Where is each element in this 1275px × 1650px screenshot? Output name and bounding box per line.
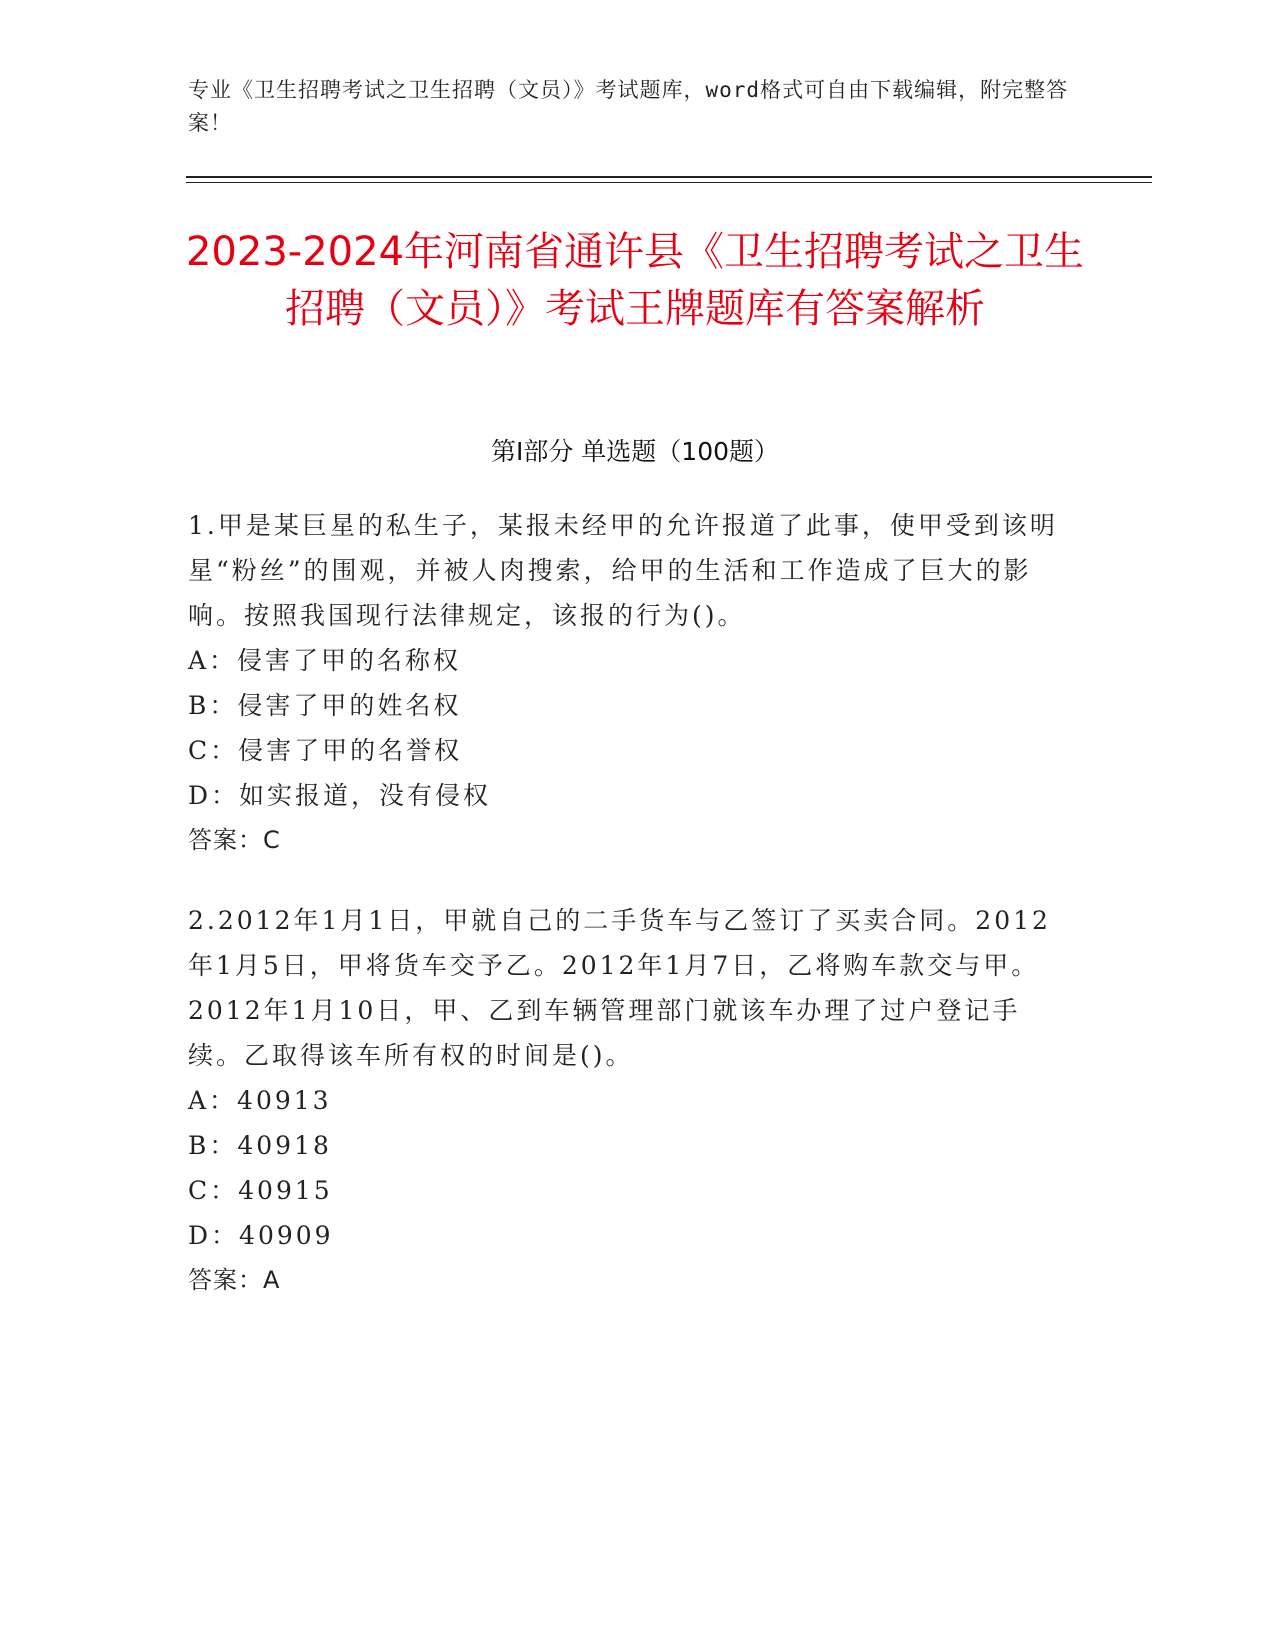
option-d: D：如实报道，没有侵权 [188, 781, 492, 810]
document-title: 2023-2024年河南省通许县《卫生招聘考试之卫生招聘（文员）》考试王牌题库有答案解析 [185, 229, 1085, 332]
question-1 [188, 503, 1068, 863]
header-divider-thin [186, 182, 1152, 183]
option-d: D：40909 [188, 1221, 334, 1250]
section-heading: 第I部分 单选题（100题） [490, 437, 780, 466]
option-a: A：侵害了甲的名称权 [188, 646, 462, 675]
option-b: B：侵害了甲的姓名权 [188, 691, 462, 720]
header-divider [186, 176, 1152, 178]
question-2 [188, 898, 1068, 1303]
option-a: A：40913 [188, 1086, 332, 1115]
header-note: 专业《卫生招聘考试之卫生招聘（文员）》考试题库，word格式可自由下载编辑，附完整答案！ [188, 78, 1069, 135]
option-b: B：40918 [188, 1131, 332, 1160]
option-c: C：侵害了甲的名誉权 [188, 736, 463, 765]
answer: 答案：A [188, 1266, 281, 1294]
option-c: C：40915 [188, 1176, 333, 1205]
question-stem: 1.甲是某巨星的私生子，某报未经甲的允许报道了此事，使甲受到该明星“粉丝”的围观，并被人肉搜索，给甲的生活和工作造成了巨大的影响。按照我国现行法律规定，该报的行为()。 [188, 511, 1058, 630]
question-stem: 2.2012年1月1日，甲就自己的二手货车与乙签订了买卖合同。2012年1月5日，甲将货车交予乙。2012年1月7日，乙将购车款交与甲。2012年1月10日，甲、乙到车辆管理部门就该车办理了过户登记手续。乙取得该车所有权的时间是()。 [188, 906, 1051, 1070]
answer: 答案：C [188, 826, 281, 854]
